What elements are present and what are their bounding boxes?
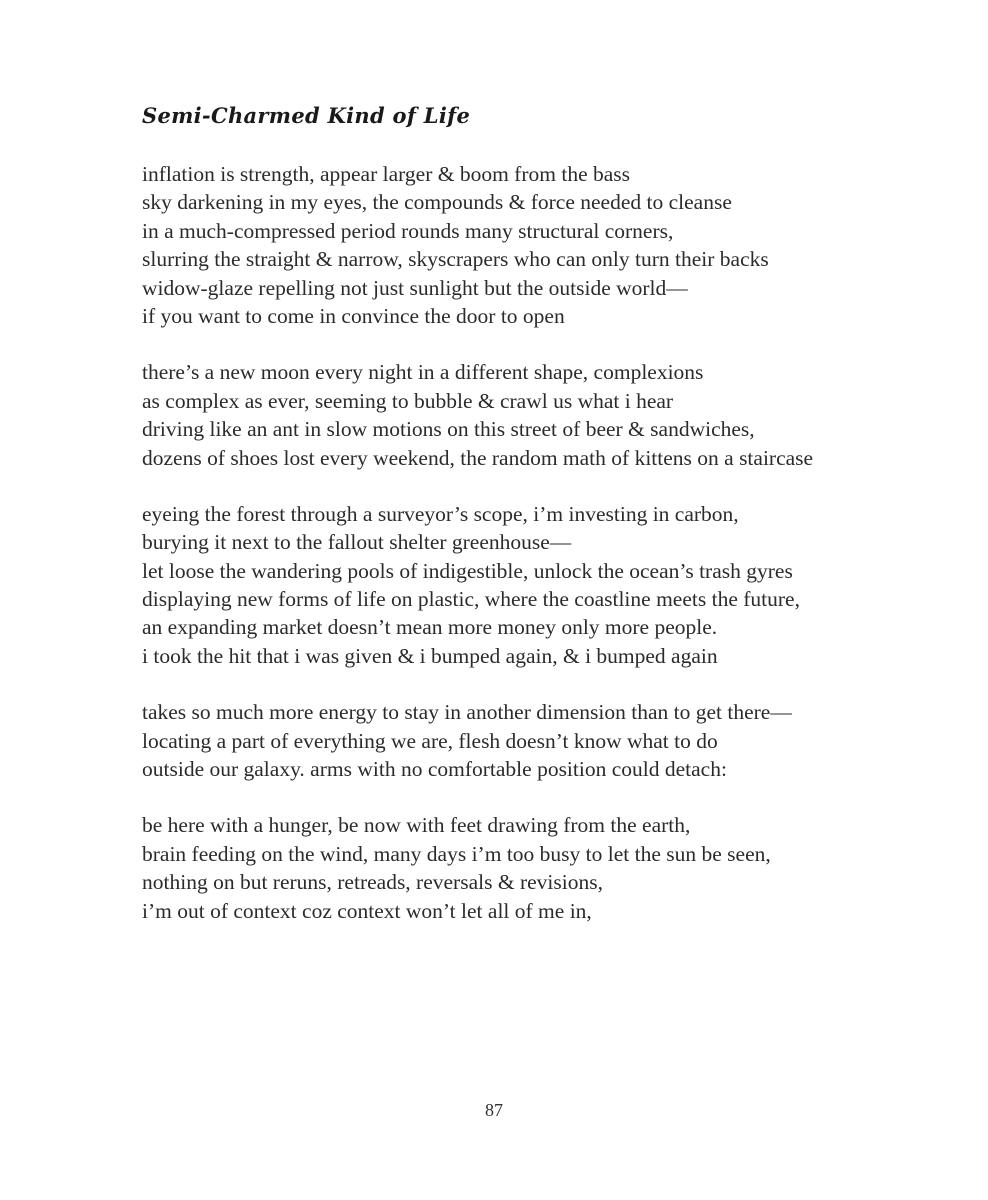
poem-line: displaying new forms of life on plastic, where the coastline meets the future,: [142, 587, 800, 612]
stanza-3: [142, 500, 942, 670]
poem-line: outside our galaxy. arms with no comfortable position could detach:: [142, 757, 727, 782]
poem-body: [142, 160, 942, 953]
stanza-1: [142, 160, 942, 330]
poem-line: widow-glaze repelling not just sunlight but the outside world—: [142, 275, 688, 300]
poem-line: brain feeding on the wind, many days i’m too busy to let the sun be seen,: [142, 841, 771, 866]
poem-line: let loose the wandering pools of indigestible, unlock the ocean’s trash gyres: [142, 558, 793, 583]
poem-line: dozens of shoes lost every weekend, the random math of kittens on a staircase: [142, 445, 814, 470]
poem-line: locating a part of everything we are, flesh doesn’t know what to do: [142, 728, 718, 753]
stanza-4: [142, 698, 942, 783]
poem-line: eyeing the forest through a surveyor’s scope, i’m investing in carbon,: [142, 501, 739, 526]
poem-line: an expanding market doesn’t mean more money only more people.: [142, 615, 718, 640]
stanza-2: [142, 358, 942, 472]
poem-title: Semi-Charmed Kind of Life: [142, 103, 471, 128]
poem-line: driving like an ant in slow motions on this street of beer & sandwiches,: [142, 417, 755, 442]
poem-line: i took the hit that i was given & i bumped again, & i bumped again: [142, 643, 718, 668]
poem-line: if you want to come in convince the door to open: [142, 303, 565, 328]
poem-line: in a much-compressed period rounds many structural corners,: [142, 218, 674, 243]
poem-line: burying it next to the fallout shelter greenhouse—: [142, 530, 572, 555]
poem-line: slurring the straight & narrow, skyscrapers who can only turn their backs: [142, 247, 769, 272]
poem-line: as complex as ever, seeming to bubble & crawl us what i hear: [142, 388, 674, 413]
page-number: 87: [485, 1100, 503, 1120]
poem-line: inflation is strength, appear larger & boom from the bass: [142, 162, 631, 186]
poem-line: takes so much more energy to stay in another dimension than to get there—: [142, 700, 792, 725]
poem-line: there’s a new moon every night in a different shape, complexions: [142, 360, 704, 385]
poem-line: sky darkening in my eyes, the compounds & force needed to cleanse: [142, 190, 732, 215]
poem-line: i’m out of context coz context won’t let all of me in,: [142, 898, 592, 923]
poem-line: nothing on but reruns, retreads, reversals & revisions,: [142, 870, 603, 895]
poem-line: be here with a hunger, be now with feet drawing from the earth,: [142, 813, 691, 838]
stanza-5: [142, 811, 942, 925]
